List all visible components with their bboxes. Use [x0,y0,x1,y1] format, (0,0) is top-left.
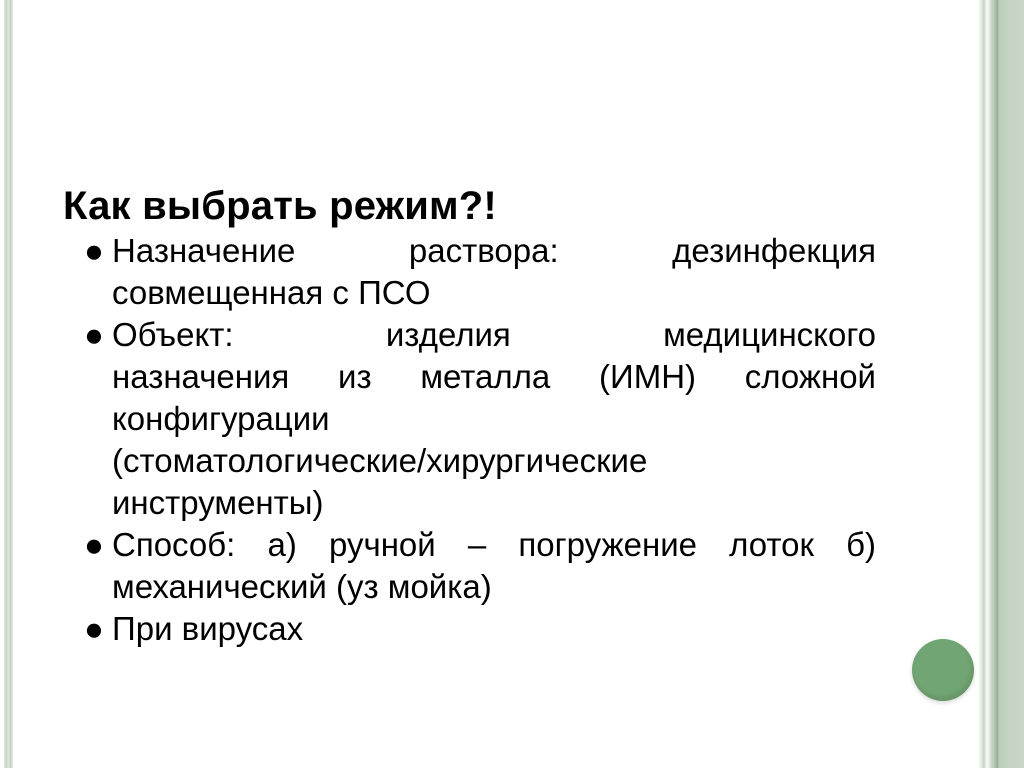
bullet-line: Объект: изделия медицинского [112,316,876,353]
bullet-line: При вирусах [112,610,304,647]
bullet-item-object [63,314,876,524]
bullet-line: инструменты) [112,484,324,521]
bullet-item-method [63,524,876,608]
bullet-icon: ● [84,610,104,647]
left-border-stripe [4,0,13,768]
bullet-line: назначения из металла (ИМН) сложной [112,358,876,395]
right-border-band [978,0,1024,768]
bullet-item-solution-purpose [63,230,876,314]
bullet-line: механический (уз мойка) [112,568,492,605]
slide-content [63,183,876,650]
bullet-line: конфигурации [112,400,330,437]
bullet-line: совмещенная с ПСО [112,274,431,311]
bullet-icon: ● [84,232,104,269]
bullet-icon: ● [84,316,104,353]
bullet-icon: ● [84,526,104,563]
green-circle-decoration [912,639,974,701]
bullet-list [63,230,876,650]
slide-title: Как выбрать режим?! [63,184,497,228]
bullet-line: Способ: а) ручной – погружение лоток б) [112,526,876,563]
bullet-line: (стоматологические/хирургические [112,442,648,479]
bullet-line: Назначение раствора: дезинфекция [112,232,876,269]
bullet-item-viruses [63,608,876,650]
